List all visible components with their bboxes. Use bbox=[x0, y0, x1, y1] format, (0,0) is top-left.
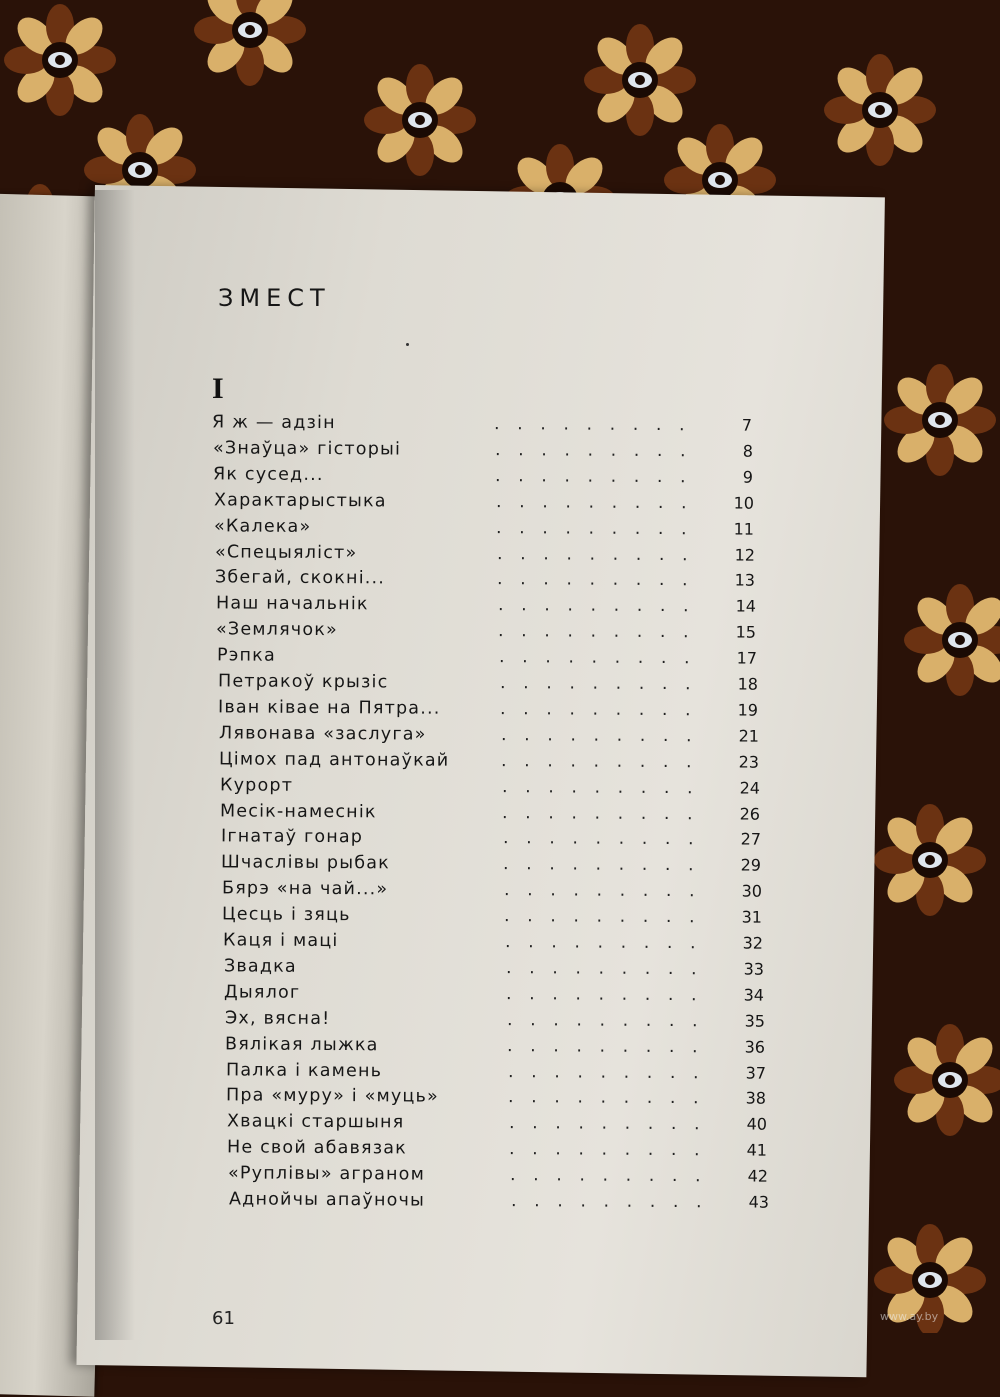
toc-leader-dots: . . . . . . . . . bbox=[499, 698, 697, 721]
toc-entry bbox=[213, 464, 753, 491]
toc-leader-dots: . . . . . . . . . bbox=[496, 543, 694, 565]
toc-entry bbox=[227, 1112, 767, 1139]
toc-entry bbox=[223, 956, 763, 983]
toc-entry-page: 38 bbox=[745, 1088, 767, 1109]
toc-leader-dots: . . . . . . . . . bbox=[502, 802, 699, 824]
toc-entry-title: Курорт bbox=[219, 774, 293, 796]
toc-entry bbox=[226, 1086, 766, 1113]
toc-leader-dots: . . . . . . . . . bbox=[508, 1087, 705, 1109]
toc-entry-page: 18 bbox=[737, 674, 758, 694]
toc-entry-title: «Калека» bbox=[214, 515, 312, 537]
watermark: www.ay.by bbox=[880, 1310, 939, 1323]
toc-entry-page: 31 bbox=[742, 907, 763, 927]
toc-entry-page: 17 bbox=[736, 648, 758, 668]
toc-entry-title: «Знаўца» гісторыі bbox=[212, 438, 401, 460]
toc-leader-dots: . . . . . . . . . bbox=[506, 1009, 704, 1031]
toc-leader-dots: . . . . . . . . . bbox=[497, 595, 695, 617]
toc-entry bbox=[217, 645, 757, 672]
toc-entry bbox=[220, 801, 760, 828]
toc-entry-title: «Руплівы» аграном bbox=[227, 1163, 426, 1185]
toc-entry bbox=[216, 594, 756, 621]
toc-entry-title: Аднойчы апаўночы bbox=[228, 1189, 425, 1211]
toc-leader-dots: . . . . . . . . . bbox=[501, 750, 698, 772]
toc-entry bbox=[212, 438, 752, 465]
toc-entry bbox=[225, 1034, 765, 1061]
toc-entry bbox=[214, 516, 754, 543]
toc-leader-dots: . . . . . . . . . bbox=[499, 673, 697, 695]
toc-entry bbox=[222, 904, 762, 931]
toc-entry-page: 15 bbox=[735, 622, 757, 642]
page-title: ЗМЕСТ bbox=[218, 284, 331, 312]
toc-leader-dots: . . . . . . . . . bbox=[498, 647, 696, 669]
toc-entry-title: Месік-намеснік bbox=[220, 800, 377, 822]
toc-entry-title: Іван ківае на Пятра... bbox=[218, 697, 441, 719]
toc-entry-title: Не свой абавязак bbox=[227, 1137, 408, 1159]
toc-entry-title: Характарыстыка bbox=[213, 490, 387, 512]
toc-entry-title: Эх, вясна! bbox=[224, 1008, 331, 1029]
toc-leader-dots: . . . . . . . . . bbox=[507, 1035, 704, 1057]
toc-entry-title: Звадка bbox=[223, 956, 297, 977]
toc-entry bbox=[220, 775, 760, 802]
toc-entry-page: 33 bbox=[743, 959, 764, 979]
toc-entry-title: Бярэ «на чай...» bbox=[221, 878, 389, 900]
toc-entry-page: 29 bbox=[740, 855, 762, 875]
toc-entry bbox=[227, 1138, 767, 1165]
toc-leader-dots: . . . . . . . . . bbox=[506, 983, 703, 1006]
toc-entry-page: 34 bbox=[743, 985, 765, 1005]
toc-entry-page: 23 bbox=[738, 752, 760, 772]
toc-entry-title: Цесць і зяць bbox=[222, 904, 352, 926]
toc-leader-dots: . . . . . . . . . bbox=[497, 569, 694, 591]
toc-entry-page: 21 bbox=[738, 726, 759, 746]
toc-entry-title: Петракоў крызіс bbox=[217, 671, 389, 693]
toc-entry-page: 32 bbox=[742, 933, 764, 953]
toc-entry-page: 14 bbox=[735, 596, 756, 616]
toc-entry-page: 40 bbox=[746, 1114, 767, 1134]
toc-leader-dots: . . . . . . . . . bbox=[495, 465, 692, 488]
toc-entry-title: Каця і маці bbox=[222, 930, 339, 952]
toc-entry-page: 30 bbox=[741, 881, 762, 901]
toc-entry-page: 41 bbox=[746, 1140, 768, 1160]
toc-leader-dots: . . . . . . . . . bbox=[498, 621, 696, 643]
toc-entry bbox=[219, 723, 759, 750]
toc-leader-dots: . . . . . . . . . bbox=[507, 1061, 705, 1083]
toc-entry-title: Шчаслівы рыбак bbox=[221, 852, 391, 874]
toc-entry-title: Як сусед... bbox=[213, 464, 324, 485]
toc-entry-title: «Спецыяліст» bbox=[214, 541, 358, 563]
toc-entry bbox=[228, 1189, 768, 1216]
toc-entry-title: Вялікая лыжка bbox=[225, 1033, 379, 1055]
toc-entry-page: 36 bbox=[744, 1037, 766, 1057]
toc-leader-dots: . . . . . . . . . bbox=[502, 828, 700, 850]
toc-entry-page: 8 bbox=[742, 441, 753, 461]
toc-entry-title: Цімох пад антонаўкай bbox=[219, 749, 450, 771]
toc-leader-dots: . . . . . . . . . bbox=[510, 1191, 708, 1213]
toc-entry-page: 19 bbox=[737, 700, 759, 720]
toc-leader-dots: . . . . . . . . . bbox=[503, 880, 701, 902]
toc-leader-dots: . . . . . . . . . bbox=[496, 517, 693, 539]
toc-entry bbox=[216, 620, 756, 647]
toc-entry-title: Рэпка bbox=[216, 645, 276, 666]
toc-entry bbox=[225, 1008, 765, 1035]
toc-entry-page: 7 bbox=[741, 415, 753, 435]
toc-entry bbox=[215, 542, 755, 569]
toc-entry-page: 24 bbox=[739, 778, 760, 798]
toc-leader-dots: . . . . . . . . . bbox=[504, 932, 702, 954]
toc-leader-dots: . . . . . . . . . bbox=[508, 1113, 706, 1135]
toc-entry bbox=[228, 1163, 768, 1190]
toc-entry bbox=[214, 490, 754, 517]
toc-entry-page: 35 bbox=[744, 1011, 765, 1031]
toc-entry-page: 11 bbox=[733, 519, 755, 539]
toc-entry-title: Збегай, скокні... bbox=[215, 567, 386, 589]
toc-entry bbox=[218, 697, 758, 724]
toc-entry-title: «Землячок» bbox=[216, 619, 339, 641]
toc-entry bbox=[221, 853, 761, 880]
toc-entry-page: 27 bbox=[740, 829, 761, 850]
toc-leader-dots: . . . . . . . . . bbox=[495, 491, 693, 513]
toc-entry bbox=[212, 412, 752, 439]
toc-leader-dots: . . . . . . . . . bbox=[505, 957, 703, 980]
toc-entry bbox=[215, 568, 755, 595]
toc-entry-page: 10 bbox=[733, 493, 754, 513]
toc-entry bbox=[224, 982, 764, 1009]
toc-entry bbox=[223, 930, 763, 957]
toc-entry-page: 26 bbox=[739, 804, 761, 824]
page-number: 61 bbox=[212, 1308, 235, 1329]
toc-entry-page: 37 bbox=[745, 1063, 766, 1083]
toc-entry-title: Палка і камень bbox=[225, 1059, 382, 1081]
toc-entry-title: Я ж — адзін bbox=[211, 412, 336, 434]
toc-entry-title: Пра «муру» і «муць» bbox=[226, 1085, 440, 1108]
toc-entry-page: 43 bbox=[748, 1192, 769, 1212]
toc-leader-dots: . . . . . . . . . bbox=[504, 906, 702, 928]
toc-entry bbox=[217, 671, 757, 698]
toc-entry-page: 9 bbox=[742, 467, 754, 487]
toc-leader-dots: . . . . . . . . . bbox=[494, 439, 692, 462]
toc-entry-title: Лявонава «заслуга» bbox=[218, 723, 427, 745]
toc-leader-dots: . . . . . . . . . bbox=[500, 724, 698, 747]
toc-entry bbox=[222, 879, 762, 906]
toc-leader-dots: . . . . . . . . . bbox=[503, 854, 700, 876]
toc-leader-dots: . . . . . . . . . bbox=[501, 776, 699, 798]
toc-entry-page: 42 bbox=[747, 1166, 769, 1186]
toc-leader-dots: . . . . . . . . . bbox=[493, 414, 691, 436]
toc-entry-title: Ігнатаў гонар bbox=[220, 826, 364, 848]
toc-entry bbox=[226, 1060, 766, 1087]
toc-entry bbox=[221, 827, 761, 854]
toc-entry bbox=[219, 749, 759, 776]
toc-entry-page: 13 bbox=[734, 570, 756, 591]
toc-entry-title: Дыялог bbox=[224, 982, 301, 1003]
toc-leader-dots: . . . . . . . . . bbox=[509, 1165, 707, 1187]
section-heading: I bbox=[212, 372, 224, 405]
toc-leader-dots: . . . . . . . . . bbox=[509, 1139, 707, 1161]
toc-entry-title: Наш начальнік bbox=[215, 593, 369, 615]
toc-entry-title: Хвацкі старшыня bbox=[226, 1111, 405, 1133]
toc-entry-page: 12 bbox=[734, 545, 755, 565]
